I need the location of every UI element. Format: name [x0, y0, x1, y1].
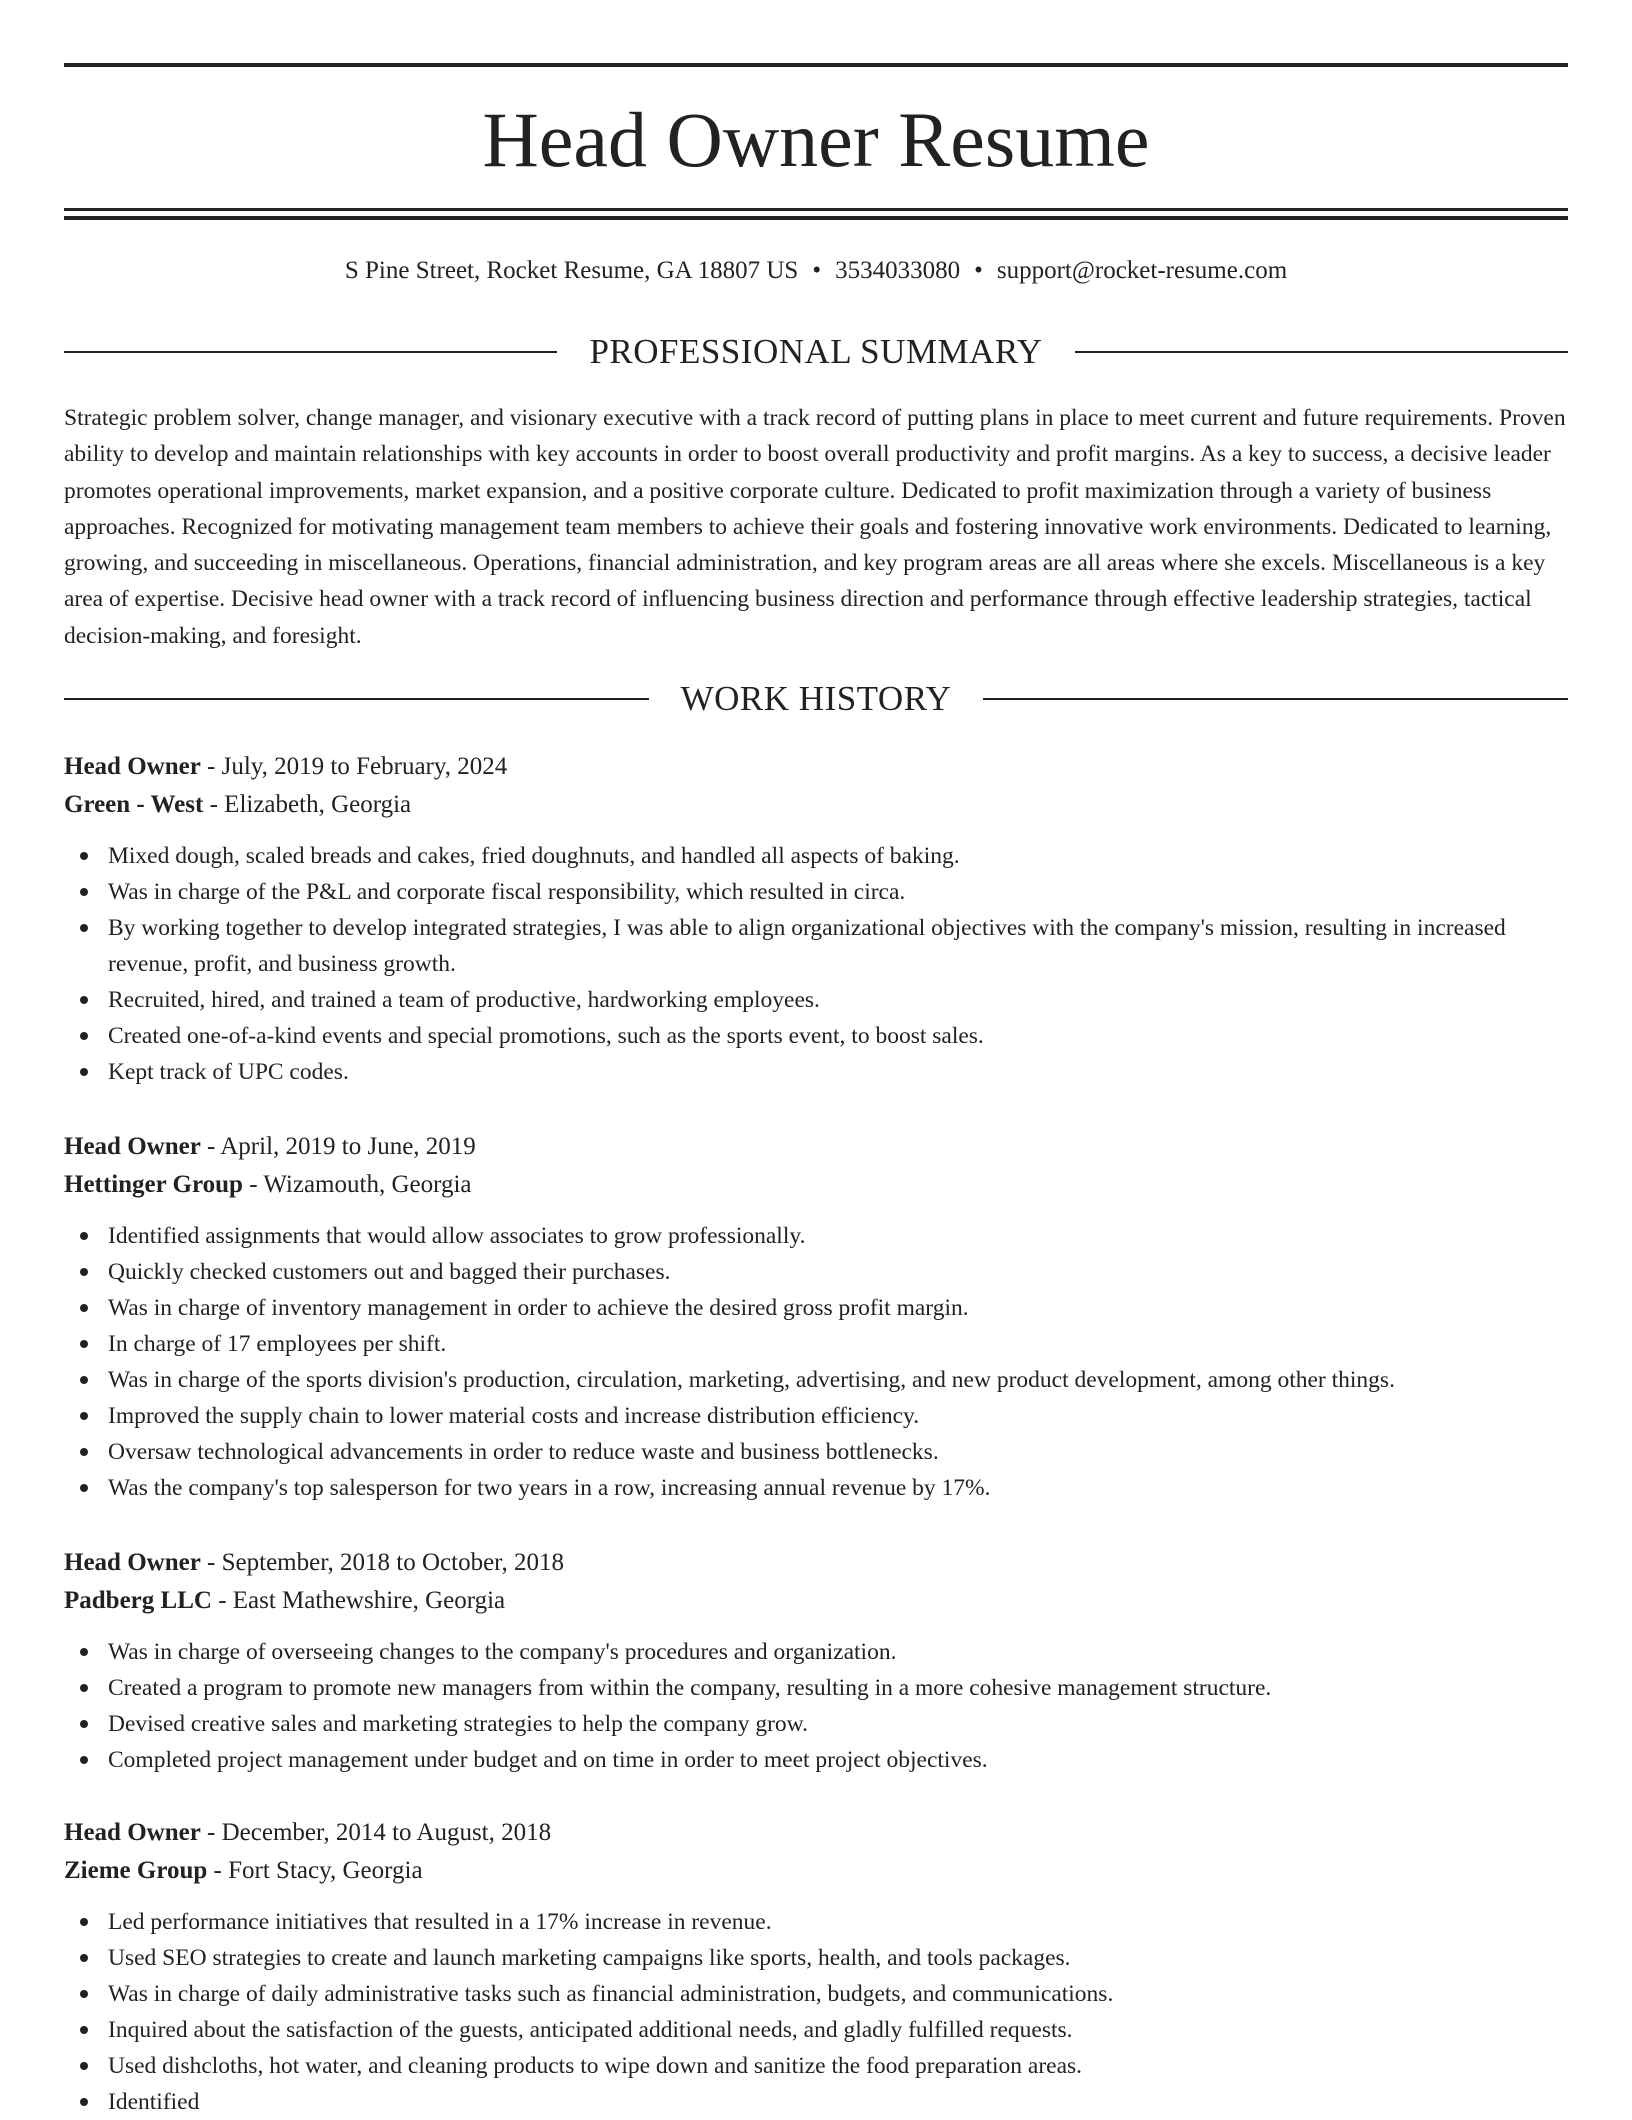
job-bullet	[64, 1362, 1568, 1398]
job-bullet	[64, 1976, 1568, 2012]
bullet-dot-icon	[80, 1068, 88, 1076]
bullet-dot-icon	[80, 2062, 88, 2070]
job-bullet	[64, 1904, 1568, 1940]
bullet-dot-icon	[80, 996, 88, 1004]
job-bullet-text: Was in charge of inventory management in order to achieve the desired gross profit margin.	[108, 1295, 969, 1321]
job-location: East Mathewshire, Georgia	[232, 1587, 506, 1614]
bullet-dot-icon	[80, 1720, 88, 1728]
job-location: Elizabeth, Georgia	[224, 791, 412, 818]
job-bullet	[64, 2084, 1568, 2120]
job-bullet	[64, 874, 1568, 910]
work-history-heading-label: WORK HISTORY	[680, 679, 952, 718]
job-dash: -	[207, 1857, 229, 1884]
contact-separator: •	[974, 257, 983, 284]
contact-address: S Pine Street, Rocket Resume, GA 18807 US	[344, 257, 799, 284]
bullet-dot-icon	[80, 1448, 88, 1456]
bullet-dot-icon	[80, 2026, 88, 2034]
job-bullet	[64, 2048, 1568, 2084]
job-bullet-text: Kept track of UPC codes.	[108, 1059, 349, 1085]
job-bullet-text: Devised creative sales and marketing strategies to help the company grow.	[108, 1711, 808, 1737]
job-bullet-list	[64, 1218, 1568, 1506]
job-entry	[64, 748, 1568, 1090]
job-title: Head Owner	[64, 753, 201, 780]
contact-phone: 3534033080	[835, 257, 961, 284]
job-dates: July, 2019 to February, 2024	[221, 753, 508, 780]
bullet-dot-icon	[80, 1684, 88, 1692]
job-bullet	[64, 1742, 1568, 1778]
job-bullet	[64, 1634, 1568, 1670]
job-bullet	[64, 1670, 1568, 1706]
job-bullet	[64, 1254, 1568, 1290]
job-bullet	[64, 1470, 1568, 1506]
bullet-dot-icon	[80, 1032, 88, 1040]
job-bullet-text: Used dishcloths, hot water, and cleaning products to wipe down and sanitize the food preparation areas.	[108, 2053, 1083, 2079]
bullet-dot-icon	[80, 1304, 88, 1312]
job-title-line	[64, 1128, 1568, 1166]
job-company-line	[64, 786, 1568, 824]
summary-section-heading	[64, 330, 1568, 374]
job-dash: -	[203, 791, 225, 818]
job-company: Padberg LLC	[64, 1587, 212, 1614]
heading-rule-right	[983, 698, 1568, 700]
job-bullet-text: Created one-of-a-kind events and special promotions, such as the sports event, to boost sales.	[108, 1023, 984, 1049]
job-title-line	[64, 1544, 1568, 1582]
job-bullet-text: In charge of 17 employees per shift.	[108, 1331, 447, 1357]
contact-line	[64, 254, 1568, 288]
work-history-section-heading	[64, 677, 1568, 721]
job-bullet-text: Recruited, hired, and trained a team of productive, hardworking employees.	[108, 987, 820, 1013]
job-bullet-text: Identified	[108, 2089, 200, 2115]
job-dash: -	[200, 1133, 221, 1160]
job-company-line	[64, 1582, 1568, 1620]
heading-rule-left	[64, 698, 649, 700]
bullet-dot-icon	[80, 1232, 88, 1240]
job-bullet-text: Led performance initiatives that resulted in a 17% increase in revenue.	[108, 1909, 772, 1935]
job-company: Hettinger Group	[64, 1171, 243, 1198]
job-dash: -	[242, 1171, 264, 1198]
job-title: Head Owner	[64, 1819, 201, 1846]
job-company: Zieme Group	[64, 1857, 208, 1884]
header-double-rule-lower	[64, 216, 1568, 220]
job-bullet	[64, 982, 1568, 1018]
heading-rule-right	[1075, 351, 1568, 353]
resume-title: Head Owner Resume	[482, 96, 1150, 183]
job-dates: December, 2014 to August, 2018	[221, 1819, 552, 1846]
job-bullet	[64, 1218, 1568, 1254]
job-bullet-text: Was in charge of the sports division's production, circulation, marketing, advertising, and new product development, among other things.	[108, 1367, 1395, 1393]
bullet-dot-icon	[80, 1918, 88, 1926]
job-bullet-list	[64, 838, 1568, 1090]
job-bullet-text: Improved the supply chain to lower material costs and increase distribution efficiency.	[108, 1403, 920, 1429]
job-dates: September, 2018 to October, 2018	[221, 1549, 564, 1576]
bullet-dot-icon	[80, 1756, 88, 1764]
job-entry	[64, 1814, 1568, 2120]
job-company-line	[64, 1852, 1568, 1890]
job-company-line	[64, 1166, 1568, 1204]
job-bullet-text: Inquired about the satisfaction of the guests, anticipated additional needs, and gladly fulfilled requests.	[108, 2017, 1073, 2043]
heading-rule-left	[64, 351, 557, 353]
bullet-dot-icon	[80, 924, 88, 932]
job-bullet-text: Identified assignments that would allow associates to grow professionally.	[108, 1223, 806, 1249]
job-location: Fort Stacy, Georgia	[228, 1857, 423, 1884]
job-title-line	[64, 748, 1568, 786]
job-bullet	[64, 1326, 1568, 1362]
job-bullet	[64, 2012, 1568, 2048]
job-title: Head Owner	[64, 1549, 201, 1576]
job-bullet-list	[64, 1904, 1568, 2120]
summary-text: Strategic problem solver, change manager, and visionary executive with a track record of putting plans in place to meet current and future requirements. Proven ability to develop and maintain relationships with key accounts in order to boost overall productivity and profit margins. As a key to success, a decisive leader promotes operational improvements, market expansion, and a positive corporate culture. Dedicated to profit maximization through a variety of business approaches. Recognized for motivating management team members to achieve their goals and fostering innovative work environments. Dedicated to learning, growing, and succeeding in miscellaneous. Operations, financial administration, and key program areas are all areas where she excels. Miscellaneous is a key area of expertise. Decisive head owner with a track record of influencing business direction and performance through effective leadership strategies, tactical decision-making, and foresight.	[64, 405, 1566, 649]
header-top-rule	[64, 63, 1568, 67]
bullet-dot-icon	[80, 852, 88, 860]
job-title: Head Owner	[64, 1133, 201, 1160]
job-bullet-text: Quickly checked customers out and bagged their purchases.	[108, 1259, 671, 1285]
job-dash: -	[200, 1819, 222, 1846]
job-entry	[64, 1544, 1568, 1778]
job-bullet	[64, 1398, 1568, 1434]
job-title-line	[64, 1814, 1568, 1852]
job-location: Wizamouth, Georgia	[263, 1171, 472, 1198]
job-bullet	[64, 1054, 1568, 1090]
job-dates: April, 2019 to June, 2019	[220, 1133, 476, 1160]
bullet-dot-icon	[80, 1954, 88, 1962]
job-dash: -	[211, 1587, 233, 1614]
bullet-dot-icon	[80, 2098, 88, 2106]
bullet-dot-icon	[80, 888, 88, 896]
job-bullet-text: Was in charge of daily administrative tasks such as financial administration, budgets, and communications.	[108, 1981, 1114, 2007]
job-bullet	[64, 1018, 1568, 1054]
bullet-dot-icon	[80, 1990, 88, 1998]
job-bullet-text: Oversaw technological advancements in order to reduce waste and business bottlenecks.	[108, 1439, 939, 1465]
job-bullet-list	[64, 1634, 1568, 1778]
job-dash: -	[200, 753, 222, 780]
header-double-rule-upper	[64, 208, 1568, 211]
bullet-dot-icon	[80, 1484, 88, 1492]
job-bullet	[64, 910, 1568, 982]
job-bullet-text: Created a program to promote new managers from within the company, resulting in a more cohesive management structure.	[108, 1675, 1272, 1701]
bullet-dot-icon	[80, 1268, 88, 1276]
job-bullet-text: Was in charge of overseeing changes to the company's procedures and organization.	[108, 1639, 897, 1665]
bullet-dot-icon	[80, 1648, 88, 1656]
job-company: Green - West	[64, 791, 204, 818]
job-bullet	[64, 838, 1568, 874]
job-bullet	[64, 1706, 1568, 1742]
bullet-dot-icon	[80, 1376, 88, 1384]
job-bullet-text: By working together to develop integrated strategies, I was able to align organizational objectives with the company's mission, resulting in increased revenue, profit, and business growth.	[108, 915, 1506, 977]
job-bullet	[64, 1940, 1568, 1976]
job-entry	[64, 1128, 1568, 1506]
job-bullet-text: Used SEO strategies to create and launch marketing campaigns like sports, health, and tools packages.	[108, 1945, 1071, 1971]
job-bullet-text: Completed project management under budget and on time in order to meet project objectives.	[108, 1747, 988, 1773]
summary-heading-label: PROFESSIONAL SUMMARY	[589, 332, 1043, 371]
job-dash: -	[200, 1549, 222, 1576]
job-bullet	[64, 1290, 1568, 1326]
job-bullet	[64, 1434, 1568, 1470]
job-bullet-text: Was in charge of the P&L and corporate fiscal responsibility, which resulted in circa.	[108, 879, 906, 905]
contact-separator: •	[812, 257, 822, 284]
contact-email: support@rocket-resume.com	[996, 257, 1288, 284]
bullet-dot-icon	[80, 1412, 88, 1420]
job-bullet-text: Mixed dough, scaled breads and cakes, fried doughnuts, and handled all aspects of baking.	[108, 843, 960, 869]
bullet-dot-icon	[80, 1340, 88, 1348]
job-bullet-text: Was the company's top salesperson for two years in a row, increasing annual revenue by 17%.	[108, 1475, 991, 1501]
